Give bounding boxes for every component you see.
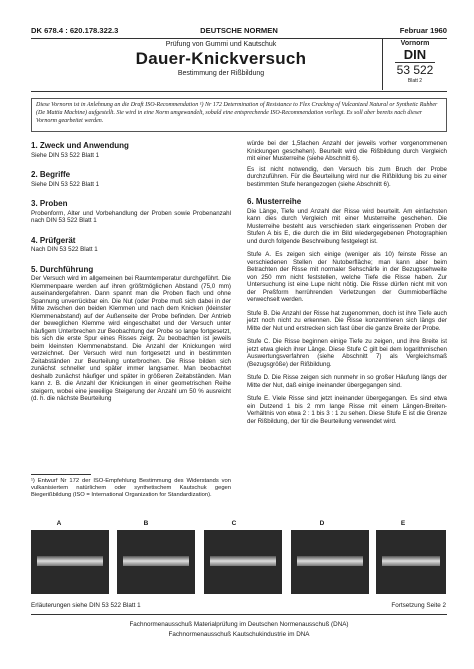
issue-date: Februar 1960 xyxy=(399,26,447,35)
section-5-text: Der Versuch wird im allgemeinen bei Raumtemperatur durchgeführt. Die Klemmenpaare werden auf ihren größtmöglichen Abstand (75,0 mm) auseinandergefahren. Dann spannt man die Proben flach und ohne Spannung unverrückbar ein. Die Nut (oder Probe muß sich dabei in der Mitte zwischen den beiden Klemmen und nach dem Knicken (kleinster Klemmenabstand) auf der Außenseite der Probe befinden. Der Antrieb der beweglichen Klemme wird eingeschaltet und der Versuch unter häufigem Unterbrechen zur Beobachtung der Probe so lange fortgesetzt, bis sich die erste Spur eines Risses zeigt. Zu beobachten ist jeweils beim kleinsten Klemmenabstand. Die Anzahl der Knickungen wird verzeichnet. Der Versuch wird nun fortgesetzt und in bestimmten Zeitabständen zur Beurteilung unterbrochen. Die Risse bilden sich zunächst schneller und später immer langsamer. Man beobachtet deshalb zunächst häufiger und später in größeren Zeitabständen. Man kann z. B. die Anzahl der Knickungen in einer geometrischen Reihe steigern, wobei eine jeweilige Steigerung der Anzahl um 50 % ausreicht (d. h. die nächste Beurteilung xyxy=(31,275,231,402)
stufe-d: Stufe D. Die Risse zeigen sich nunmehr in so großer Häufung längs der Mitte der Nut, daß einige ineinander übergegangen sind. xyxy=(247,374,447,389)
stufe-c: Stufe C. Die Risse beginnen einige Tiefe zu zeigen, und ihre Breite ist jetzt etwa gleich ihrer Länge. Diese Stufe C gilt bei dem logarithmischen Auswertungsverfahren (siehe Abschnitt 7) als Vergleichsmaß (Bezugsgröße) der Rißbildung. xyxy=(247,338,447,368)
din-number: 53 522 xyxy=(396,63,434,77)
footer-divider xyxy=(31,614,447,615)
organization: DEUTSCHE NORMEN xyxy=(200,26,278,35)
subtitle: Prüfung von Gummi und Kautschuk xyxy=(165,41,277,48)
section-5-heading: 5. Durchführung xyxy=(31,264,94,274)
photo-stufe-b xyxy=(117,530,195,594)
section-3-text: Probenform, Alter und Vorbehandlung der Proben sowie Probenanzahl nach DIN 53 522 Blatt 1 xyxy=(31,209,231,224)
dk-number: DK 678.4 : 620.178.322.3 xyxy=(31,26,119,35)
subtitle-secondary: Bestimmung der Rißbildung xyxy=(177,70,265,77)
photo-label-e: E xyxy=(400,520,406,527)
photo-label-b: B xyxy=(143,520,149,527)
section-4-heading: 4. Prüfgerät xyxy=(31,235,76,245)
photo-stufe-d xyxy=(291,530,369,594)
din-label: DIN xyxy=(395,48,435,63)
document-title: Dauer-Knickversuch xyxy=(135,49,307,68)
photo-caption: Erläuterungen siehe DIN 53 522 Blatt 1 xyxy=(31,602,141,609)
section-5-continued: würde bei der 1,5fachen Anzahl der jeweils vorher vorgenommenen Knickungen geschehen). Beurteilt wird die Rißbildung durch Vergleich mit einer Musterreihe (siehe Abschnitt 6). xyxy=(247,140,447,162)
section-6-text: Die Länge, Tiefe und Anzahl der Risse wird beurteilt. Am einfachsten kann dies durch Vergleich mit einer Musterreihe geschehen. Die Musterreihe besteht aus verschieden stark eingerissenen Proben der Stufen A bis E, die durch die im Bild wiedergegebenen Photographien und durch folgende Beschreibung festgelegt ist. xyxy=(247,207,447,245)
din-box xyxy=(382,39,447,90)
photo-label-d: D xyxy=(319,520,325,527)
section-1-text: Siehe DIN 53 522 Blatt 1 xyxy=(31,151,100,159)
section-2-heading: 2. Begriffe xyxy=(31,170,71,179)
title-block xyxy=(31,39,447,92)
section-3-heading: 3. Proben xyxy=(31,199,68,208)
photo-stufe-c xyxy=(204,530,282,594)
left-column xyxy=(31,140,231,403)
right-column xyxy=(247,140,447,425)
stufe-e: Stufe E. Viele Risse sind jetzt ineinander übergegangen. Es sind etwa ein Dutzend 1 bis 2 mm lange Risse mit einem Längen-Breiten-Verhältnis von etwa 2 : 1 bis 3 : 1 zu sehen. Diese Stufe E ist die Grenze der Rißbildung, der für die Beurteilung verwendet wird. xyxy=(247,395,447,425)
section-2-text: Siehe DIN 53 522 Blatt 1 xyxy=(31,180,100,188)
footnote-divider xyxy=(31,474,91,475)
stufe-b: Stufe B. Die Anzahl der Risse hat zugenommen, doch ist ihre Tiefe auch jetzt noch nicht zu erkennen. Die Risse konzentrieren sich längs der Mitte der Nut und erstrecken sich fast über die ganze Breite der Probe. xyxy=(247,309,447,332)
continuation-note: Fortsetzung Seite 2 xyxy=(391,602,446,609)
section-6-heading: 6. Musterreihe xyxy=(247,197,302,206)
section-5-continued-2: Es ist nicht notwendig, den Versuch bis zum Bruch der Probe durchzuführen. Für die Beurteilung wird nur die Rißbildung bis zu einer bestimmten Stufe herangezogen (siehe Abschnitt 6). xyxy=(247,165,447,188)
blatt-label: Blatt 2 xyxy=(407,78,423,84)
stufe-a: Stufe A. Es zeigen sich einige (weniger als 10) feinste Risse an verschiedenen Stellen der Nutoberfläche; man kann aber beim Betrachten der Risse mit normaler Sehschärfe in der Bezugssehweite von 250 mm nicht feststellen, welche Tiefe die Risse haben. Zur Untersuchung ist eine Lupe nicht nötig. Die Risse dürfen nicht mit von der Preßform herrührenden Verletzungen der Gummioberfläche verwechselt werden. xyxy=(247,251,447,303)
footer-line-2: Fachnormenausschuß Kautschukindustrie im DNA xyxy=(168,631,310,638)
section-1-heading: 1. Zweck und Anwendung xyxy=(31,141,129,150)
section-4-text: Nach DIN 53 522 Blatt 1 xyxy=(31,246,98,253)
document-header-bar xyxy=(31,25,447,39)
footer-line-1: Fachnormenausschuß Materialprüfung im Deutschen Normenausschuß (DNA) xyxy=(129,621,349,628)
photo-stufe-a xyxy=(31,530,109,594)
photo-label-c: C xyxy=(231,520,237,527)
photo-stufe-e xyxy=(376,530,446,594)
vornorm-label: Vornorm xyxy=(400,40,430,47)
photo-label-a: A xyxy=(56,520,62,527)
footnote: ¹) Entwurf Nr 172 der ISO-Empfehlung Bestimmung des Widerstands von vulkanisiertem natürlichem oder synthetischem Kautschuk gegen Biegerißbildung (ISO = International Organization for Standardization). xyxy=(31,478,231,498)
preface-note: Diese Vornorm ist in Anlehnung an die Draft ISO-Recommendation ¹) Nr 172 Determination of Resistance to Flex Cracking of Vulcanized Natural or Synthetic Rubber (De Mattia Machine) aufgestellt. Sie wird in eine Norm umgewandelt, sobald eine entsprechende ISO-Recommendation vorliegt. Es soll aber bereits nach dieser Vornorm gearbeitet werden. xyxy=(31,98,447,132)
